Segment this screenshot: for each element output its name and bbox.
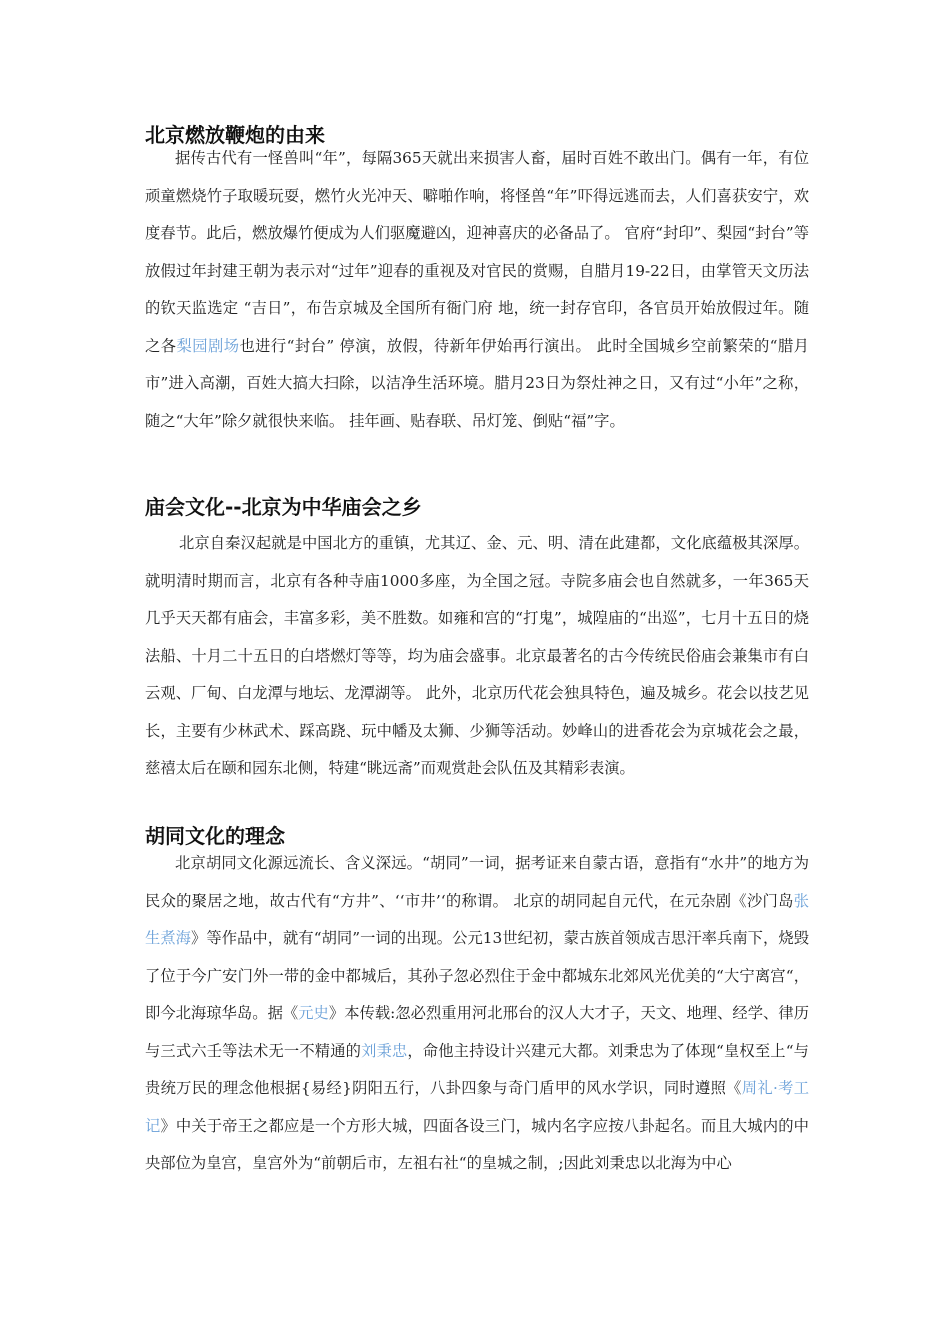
body-text: 》等作品中，就有“胡同”一词的出现。公元13世纪初，蒙古族首领成吉思汗率兵南下，烧毁了位于今广安门外一带的金中都城后，其孙子忽必烈住于金中都城东北郊风光优美的“大宁离宫“，即今北海琼华岛。据《: [145, 929, 809, 1022]
body-text: 》中关于帝王之都应是一个方形大城，四面各设三门，城内名字应按八卦起名。而且大城内的中央部位为皇宫，皇宫外为“前朝后市，左祖右社“的皇城之制，;因此刘秉忠以北海为中心: [145, 1116, 809, 1172]
section-title-hutong: 胡同文化的理念: [145, 824, 285, 848]
link-yuan-shi[interactable]: 元史: [298, 1004, 329, 1022]
section-title-firecrackers: 北京燃放鞭炮的由来: [145, 123, 325, 147]
link-zhouli-kaogongji[interactable]: 周礼·考工记: [145, 1079, 809, 1135]
link-liu-bingzhong[interactable]: 刘秉忠: [361, 1041, 408, 1060]
body-text: 》本传载:忽必烈重用河北邢台的汉人大才子，天文、地理、经学、律历与三式六壬等法术无一不精通的: [145, 1004, 809, 1060]
section-body-firecrackers: [145, 140, 809, 440]
link-zhang-sheng-zhu-hai[interactable]: 张生煮海: [145, 891, 809, 947]
section-body-temple-fair: 北京自秦汉起就是中国北方的重镇，尤其辽、金、元、明、清在此建都，文化底蕴极其深厚。就明清时期而言，北京有各种寺庙1000多座，为全国之冠。寺院多庙会也自然就多，一年365天几乎天天都有庙会，丰富多彩，美不胜数。如雍和宫的“打鬼”，城隍庙的“出巡”，七月十五日的烧法船、十月二十五日的白塔燃灯等等，均为庙会盛事。北京最著名的古今传统民俗庙会兼集市有白云观、厂甸、白龙潭与地坛、龙潭湖等。 此外，北京历代花会独具特色，遍及城乡。花会以技艺见长，主要有少林武术、踩高跷、玩中幡及太狮、少狮等活动。妙峰山的进香花会为京城花会之最，慈禧太后在颐和园东北侧，特建“眺远斋”而观赏赴会队伍及其精彩表演。: [145, 534, 809, 777]
body-text: ，命他主持设计兴建元大都。刘秉忠为了体现“皇权至上“与贵统万民的理念他根据{易经}阴阳五行，八卦四象与奇门盾甲的风水学识，同时遵照《: [145, 1041, 809, 1097]
section-title-temple-fair: 庙会文化--北京为中华庙会之乡: [145, 495, 422, 519]
body-text: 据传古代有一怪兽叫“年”，每隔365天就出来损害人畜，届时百姓不敢出门。偶有一年，有位顽童燃烧竹子取暖玩耍，燃竹火光冲天、噼啪作响，将怪兽“年”吓得远逃而去，人们喜获安宁，欢度春节。此后，燃放爆竹便成为人们驱魔避凶，迎神喜庆的必备品了。 官府“封印”、梨园“封台”等放假过年封建王朝为表示对“过年”迎春的重视及对官民的赏赐，自腊月19-22日，由掌管天文历法的钦天监选定 “吉日”，布告京城及全国所有衙门府 地，统一封存官印，各官员开始放假过年。随之各: [145, 149, 809, 355]
body-text: 也进行“封台” 停演，放假，待新年伊始再行演出。 此时全国城乡空前繁荣的“腊月市”进入高潮，百姓大搞大扫除，以洁净生活环境。腊月23日为祭灶神之日，又有过“小年”之称，随之“大年”除夕就很快来临。 挂年画、贴春联、吊灯笼、倒贴“福”字。: [145, 336, 809, 430]
link-liyuan-theater[interactable]: 梨园剧场: [176, 336, 240, 355]
section-body-hutong: [145, 845, 809, 1183]
body-text: 北京胡同文化源远流长、含义深远。“胡同”一词，据考证来自蒙古语，意指有“水井”的地方为民众的聚居之地，故古代有“方井”、‘‘市井’‘的称谓。 北京的胡同起自元代，在元杂剧《沙门岛: [145, 854, 809, 910]
